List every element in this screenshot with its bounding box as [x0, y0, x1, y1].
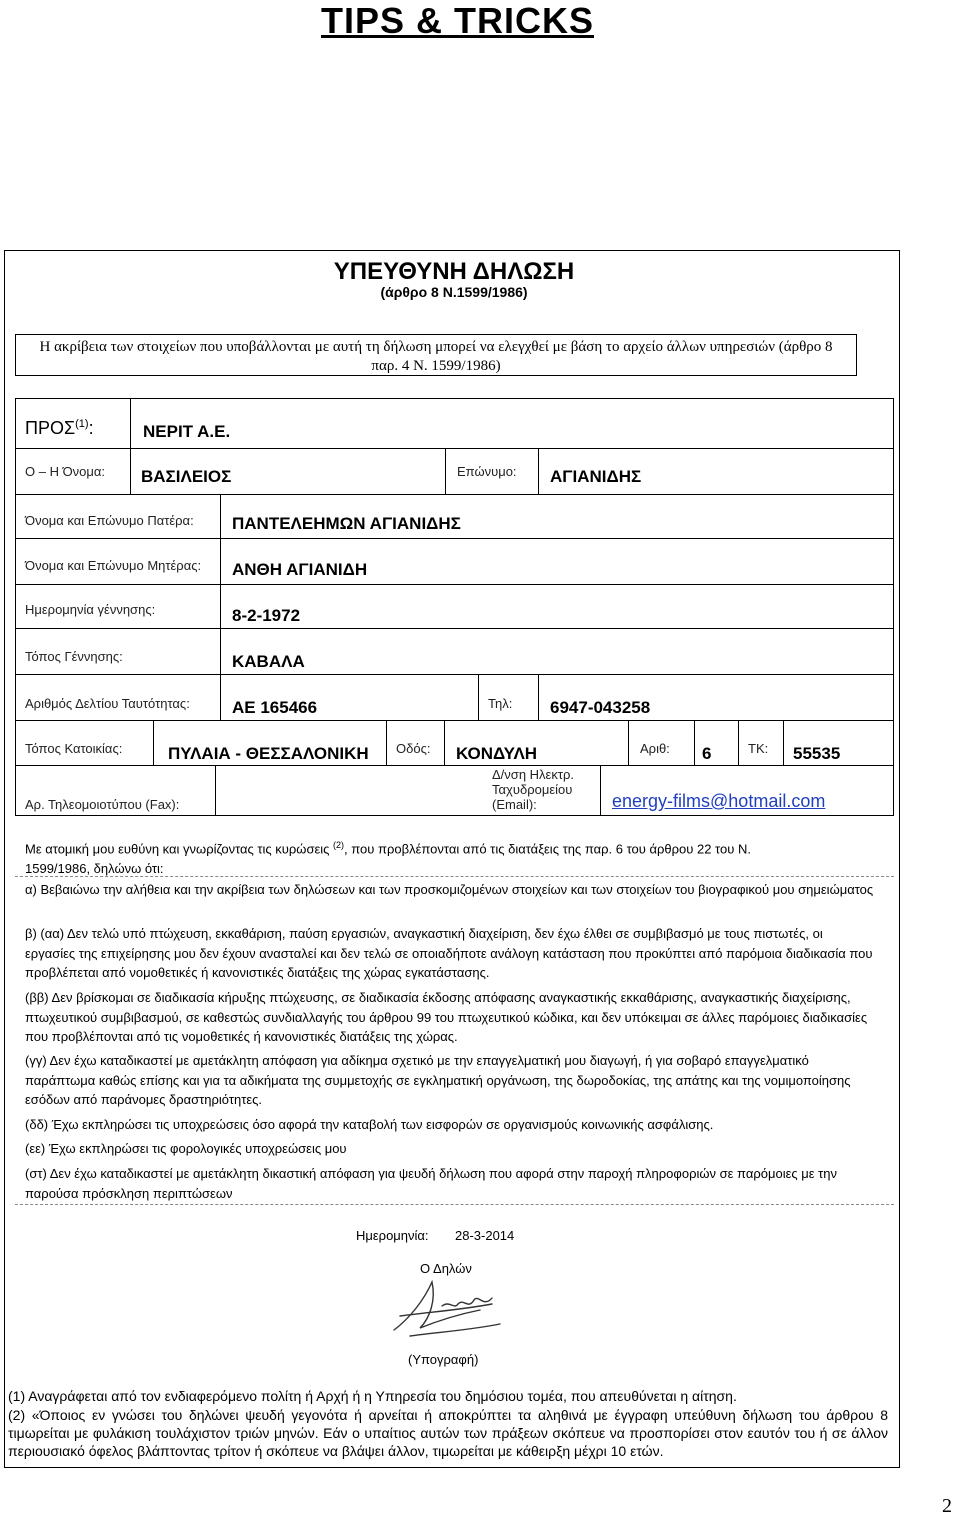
street-value: ΚΟΝΔΥΛΗ: [456, 744, 538, 763]
form-col-divider: [445, 448, 446, 494]
birthplace-value: ΚΑΒΑΛΑ: [232, 652, 305, 671]
clause-dd: (δδ) Έχω εκπληρώσει τις υποχρεώσεις όσο αφορά την καταβολή των εισφορών σε οργανισμούς κοινωνικής ασφάλισης.: [25, 1117, 714, 1132]
form-col-divider: [538, 448, 539, 494]
form-col-divider: [783, 720, 784, 765]
declaration-subtitle: (άρθρο 8 Ν.1599/1986): [380, 284, 528, 300]
phone-label: Τηλ:: [488, 696, 513, 711]
handwritten-signature: [380, 1270, 520, 1340]
form-col-divider: [738, 720, 739, 765]
zip-label: ΤΚ:: [748, 741, 769, 756]
footnote-2: (2) «Όποιος εν γνώσει του δηλώνει ψευδή γεγονότα ή αρνείται ή αποκρύπτει τα αληθινά με έγγραφη υπεύθυνη δήλωση του άρθρου 8 τιμωρείται με φυλάκιση τουλάχιστον τριών μηνών. Εάν ο υπαίτιος αυτών των πράξεων σκόπευε να προσπορίσει στον εαυτόν του ή σε άλλον περιουσιακό όφελος βλάπτοντας τρίτον ή σκόπευε να βλάψει άλλον, τιμωρείται με κάθειρξη μέχρι 10 ετών.: [8, 1407, 888, 1459]
form-row-divider: [15, 448, 894, 449]
clause-b-aa: β) (αα) Δεν τελώ υπό πτώχευση, εκκαθάριση, παύση εργασιών, αναγκαστική διαχείριση, δεν έχω έλθει σε συμβιβασμό με τους πιστωτές, οι εργασίες της επιχείρησης μου δεν έχουν ανασταλεί και δεν τελώ σε οποιαδήποτε ανάλογη κατάσταση που προκύπτει από παρόμοια διαδικασία που προβλέπεται από νομοθετικές ή κανονιστικές διατάξεις της χώρας εγκατάστασης.: [25, 926, 873, 980]
form-col-divider: [386, 720, 387, 765]
form-col-divider: [628, 720, 629, 765]
notice-line-2: παρ. 4 Ν. 1599/1986): [371, 358, 501, 374]
id-label: Αριθμός Δελτίου Ταυτότητας:: [25, 696, 190, 711]
verification-notice: [15, 334, 857, 376]
birthplace-label: Τόπος Γέννησης:: [25, 649, 123, 664]
email-label: Δ/νση Ηλεκτρ. Ταχυδρομείου (Email):: [492, 767, 574, 812]
clause-a: α) Βεβαιώνω την αλήθεια και την ακρίβεια των δηλώσεων και των προσκομιζομένων στοιχείων και των στοιχείων του βιογραφικού μου σημειώματος: [25, 882, 874, 897]
to-value: ΝΕΡΙΤ Α.Ε.: [143, 422, 231, 441]
form-row-divider: [15, 628, 894, 629]
number-value: 6: [702, 744, 712, 763]
form-col-divider: [153, 720, 154, 765]
form-row-divider: [15, 494, 894, 495]
notice-line-1: Η ακρίβεια των στοιχείων που υποβάλλονται με αυτή τη δήλωση μπορεί να ελεγχθεί με βάση το αρχείο άλλων υπηρεσιών (άρθρο 8: [39, 339, 833, 355]
residence-label: Τόπος Κατοικίας:: [25, 741, 123, 756]
form-col-divider: [130, 448, 131, 494]
form-row-divider: [15, 765, 894, 766]
date-value: 28-3-2014: [455, 1228, 515, 1243]
date-label: Ημερομηνία:: [356, 1228, 429, 1243]
birthdate-value: 8-2-1972: [232, 606, 301, 625]
zip-value: 55535: [793, 744, 841, 763]
page-title: TIPS & TRICKS: [320, 0, 594, 41]
form-col-divider: [694, 720, 695, 765]
father-label: Όνομα και Επώνυμο Πατέρα:: [25, 513, 194, 528]
email-value[interactable]: energy-films@hotmail.com: [612, 791, 826, 811]
declaration-intro: Με ατομική μου ευθύνη και γνωρίζοντας τις κυρώσεις $^{(2)}$, που προβλέπονται από τις διατάξεις της παρ. 6 του άρθρου 22 του Ν. 1599/1986, δηλώνω ότι:: [25, 840, 751, 876]
declaration-title: ΥΠΕΥΘΥΝΗ ΔΗΛΩΣΗ: [333, 258, 575, 285]
to-label: ΠΡΟΣ$^{(1)}$:: [25, 418, 94, 438]
surname-value: ΑΓΙΑΝΙΔΗΣ: [550, 467, 642, 486]
section-divider: [15, 876, 894, 877]
form-col-divider: [478, 674, 479, 720]
form-row-divider: [15, 674, 894, 675]
form-col-divider: [600, 765, 601, 816]
page-number: 2: [942, 1495, 952, 1517]
number-label: Αριθ:: [640, 741, 670, 756]
signature-caption: (Υπογραφή): [408, 1352, 479, 1367]
residence-value: ΠΥΛΑΙΑ - ΘΕΣΣΑΛΟΝΙΚΗ: [168, 744, 369, 763]
birthdate-label: Ημερομηνία γέννησης:: [25, 602, 156, 617]
father-value: ΠΑΝΤΕΛΕΗΜΩΝ ΑΓΙΑΝΙΔΗΣ: [232, 514, 461, 533]
form-col-divider: [215, 765, 216, 816]
footnote-1: (1) Αναγράφεται από τον ενδιαφερόμενο πολίτη ή Αρχή ή η Υπηρεσία του δημόσιου τομέα, που απευθύνεται η αίτηση.: [8, 1388, 737, 1404]
form-row-divider: [15, 720, 894, 721]
clause-bb: (ββ) Δεν βρίσκομαι σε διαδικασία κήρυξης πτώχευσης, σε διαδικασία έκδοσης απόφασης αναγκαστικής εκκαθάρισης, αναγκαστικής διαχείρισης, πτωχευτικού συμβιβασμού, σε καθεστώς συνδιαλλαγής του άρθρου 99 του πτωχευτικού κώδικα, και δεν υπόκειμαι σε άλλες παρόμοιες διαδικασίες που προβλέπονται από τις νομοθετικές ή κανονιστικές διατάξεις της χώρας.: [25, 990, 868, 1044]
form-col-divider: [444, 720, 445, 765]
form-row-divider: [15, 584, 894, 585]
declarant-label: Ο Δηλών: [420, 1261, 472, 1276]
name-label: Ο – Η Όνομα:: [25, 464, 105, 479]
clause-ee: (εε) Έχω εκπληρώσει τις φορολογικές υποχρεώσεις μου: [25, 1141, 347, 1156]
form-col-divider: [538, 674, 539, 720]
id-value: ΑΕ 165466: [232, 698, 318, 717]
fax-label: Αρ. Τηλεομοιοτύπου (Fax):: [25, 797, 180, 812]
section-divider: [15, 1204, 894, 1205]
name-value: ΒΑΣΙΛΕΙΟΣ: [141, 467, 232, 486]
mother-label: Όνομα και Επώνυμο Μητέρας:: [25, 558, 202, 573]
form-row-divider: [15, 538, 894, 539]
mother-value: ΑΝΘΗ ΑΓΙΑΝΙΔΗ: [232, 560, 368, 579]
street-label: Οδός:: [396, 741, 431, 756]
phone-value: 6947-043258: [550, 698, 651, 717]
surname-label: Επώνυμο:: [457, 464, 517, 479]
clause-st: (στ) Δεν έχω καταδικαστεί με αμετάκλητη δικαστική απόφαση για ψευδή δήλωση που αφορά στην παροχή πληροφοριών σε παρόμοιες με την παρούσα πρόσκληση περιπτώσεων: [25, 1166, 838, 1201]
clause-gg: (γγ) Δεν έχω καταδικαστεί με αμετάκλητη απόφαση για αδίκημα σχετικό με την επαγγελματική μου διαγωγή, ή για σοβαρό επαγγελματικό παράπτωμα καθώς επίσης και για τα αδικήματα της συμμετοχής σε εγκληματική οργάνωση, της δωροδοκίας, της απάτης και της νομιμοποίησης εσόδων από παράνομες δραστηριότητες.: [25, 1053, 851, 1107]
form-col-divider: [130, 398, 131, 448]
form-col-divider: [220, 494, 221, 720]
